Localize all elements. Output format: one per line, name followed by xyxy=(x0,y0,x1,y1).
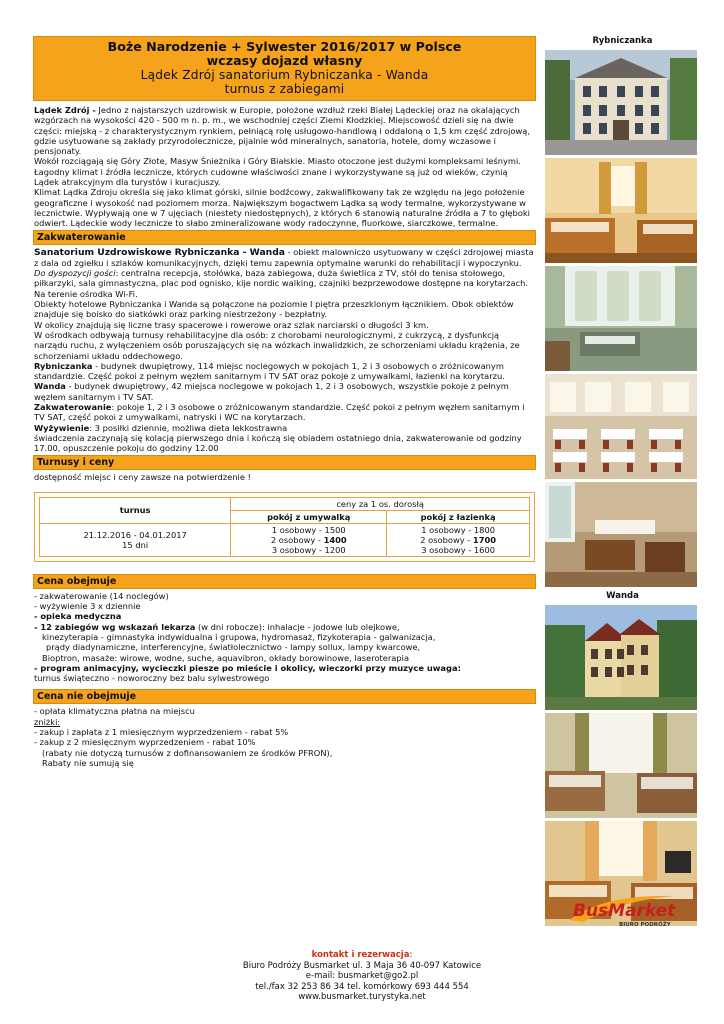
wyz-text: : 3 posiłki dziennie, możliwa dieta lekkostrawna xyxy=(89,422,288,433)
contact-website[interactable]: www.busmarket.turystyka.net xyxy=(298,992,426,1002)
header-line-4: turnus z zabiegami xyxy=(224,82,345,96)
rybniczanka-dining-photo xyxy=(545,374,697,479)
sanatorium-name: Sanatorium Uzdrowiskowe Rybniczanka - Wanda xyxy=(34,246,285,258)
includes-list xyxy=(33,589,536,684)
price-b3: 3 osobowy - 1600 xyxy=(421,544,496,555)
accommodation-section xyxy=(33,245,536,454)
price-b2: 2 osobowy - 1700 xyxy=(420,534,497,545)
include-5: - program animacyjny, wycieczki piesze po mieście i okolicy, wieczorki przy muzyce uwaga: xyxy=(34,662,461,673)
price-b1: 1 osobowy - 1800 xyxy=(421,524,496,535)
rybniczanka-label: Rybniczanka xyxy=(592,36,653,46)
intro-lead: Lądek Zdrój - xyxy=(34,105,96,115)
include-1: - zakwaterowanie (14 noclegów) xyxy=(34,590,169,601)
price-a2: 2 osobowy - 1400 xyxy=(270,534,347,545)
intro-p3: Klimat Lądka Zdroju określa się jako klimat górski, silnie bodźcowy, zakwalifikowany tak ze względu na jego położenie geograficzne i wysokość nad poziomem morza. Największym bogactwem Lądka są wody termalne, wykorzystywane w lecznictwie. Wypływają one w 7 ujęciach (niestety niedostępnych), z których 6 stanowią naturalne źródła a 7 to głęboki odwiert. Lądeckie wody lecznicze to słabo zmineralizowane wody radoczynne, fluorkowe, siarczkowe, termalne. xyxy=(34,187,530,229)
exclude-3: - zakup i zapłata z 1 miesięcznym wyprzedzeniem - rabat 5% xyxy=(34,727,289,738)
include-4-line-2: kinezyterapia - gimnastyka indywidualna i grupowa, hydromasaż, fizykoterapia - galwanizacja, xyxy=(42,631,436,642)
ryb-label: Rybniczanka xyxy=(34,360,93,371)
rehab-text: W ośrodkach odbywają turnusy rehabilitacyjne dla osób: z chorobami neurologicznymi, z cukrzycą, z dysfunkcją narządu ruchu, z wyłączeniem osób poruszających się na wózkach inwalidzkich, ze schorzeniami układu krążenia, ze schorzeniami układu oddechowego. xyxy=(34,329,520,361)
exclude-4: - zakup z 2 miesięcznym wyprzedzeniem - rabat 10% xyxy=(34,737,256,748)
price-b2-value: 1700 xyxy=(472,534,497,545)
section-includes: Cena obejmuje xyxy=(33,574,536,589)
excludes-list xyxy=(33,704,536,768)
include-2: - wyżywienie 3 x dziennie xyxy=(34,601,141,612)
section-turnusy: Turnusy i ceny xyxy=(33,455,536,470)
col-b-header: pokój z łazienką xyxy=(387,510,530,523)
price-a2-value: 1400 xyxy=(323,534,347,545)
prices-a-cell xyxy=(231,523,387,556)
rybniczanka-room-photo-1 xyxy=(545,158,697,263)
turnus-dates: 21.12.2016 - 04.01.2017 xyxy=(83,529,187,540)
services-text: świadczenia zaczynają się kolacją pierwszego dnia i kończą się obiadem ostatniego dnia, zakwaterowanie od godziny 17.00, opuszczenie pokoju do godziny 12.00 xyxy=(34,432,522,454)
exclude-6: Rabaty nie sumują się xyxy=(42,757,134,768)
exclude-2: zniżki: xyxy=(34,716,61,727)
busmarket-logo xyxy=(563,890,683,930)
col-a-header: pokój z umywalką xyxy=(231,510,387,523)
connect-text: Obiekty hotelowe Rybniczanka i Wanda są połączone na poziomie I piętra przeszklonym łącznikiem. Obok obiektów znajduje się boisko do siatkówki oraz parking niestrzeżony - bezpłatny. xyxy=(34,299,514,320)
intro-p2: Wokół rozciągają się Góry Złote, Masyw Śnieżnika i Góry Białskie. Miasto otoczone jest dużymi kompleksami leśnymi. Łagodny klimat i źródła lecznicze, których cudowne właściwości znane i wykorzystywane są już od wieków, czynią Lądek atrakcyjnym dla turystów i kuracjuszy. xyxy=(34,156,521,188)
wanda-label: Wanda xyxy=(34,381,66,392)
ryb-text: - budynek dwupiętrowy, 114 miejsc noclegowych w pokojach 1, 2 i 3 osobowych o zróżnicowanym standardzie. Część pokoi z pełnym węzłem sanitarnym i TV SAT oraz pokoje z umywalkami, łazienki na korytarzu. xyxy=(34,360,505,382)
rybniczanka-hall-photo xyxy=(545,482,697,587)
availability-note: dostępność miejsc i ceny zawsze na potwierdzenie ! xyxy=(34,471,251,482)
contact-phone: tel./fax 32 253 86 34 tel. komórkowy 693 444 554 xyxy=(255,981,469,992)
price-table-frame xyxy=(34,492,535,562)
col-price-header: ceny za 1 os. dorosłą xyxy=(231,497,530,510)
price-table xyxy=(39,497,530,557)
zak-label: Zakwaterowanie xyxy=(34,402,112,413)
include-4-rest: (w dni robocze): inhalacje - jodowe lub olejkowe, xyxy=(195,621,400,632)
header-line-3: Lądek Zdrój sanatorium Rybniczanka - Wanda xyxy=(140,68,429,82)
photo-column xyxy=(545,36,700,929)
header-line-1: Boże Narodzenie + Sylwester 2016/2017 w Polsce xyxy=(107,39,462,54)
rybniczanka-building-photo xyxy=(545,50,697,155)
contact-email[interactable]: e-mail: busmarket@go2.pl xyxy=(305,971,419,981)
footer-contact: kontakt i rezerwacja: Biuro Podróży Busmarket ul. 3 Maja 36 40-097 Katowice e-mail: busmarket@go2.pl tel./fax 32 253 86 34 tel. komórkowy 693 444 554 www.busmarket.turystyka.net xyxy=(0,950,724,1003)
guest-label: Do dyspozycji gości xyxy=(34,268,116,279)
wanda-building-photo xyxy=(545,605,697,710)
price-a3: 3 osobowy - 1200 xyxy=(271,544,346,555)
prices-b-cell xyxy=(387,523,530,556)
include-6: turnus świąteczno - noworoczny bez balu sylwestrowego xyxy=(34,673,270,684)
include-4-bold: - 12 zabiegów wg wskazań lekarza xyxy=(34,621,196,632)
intro-text: Jedno z najstarszych uzdrowisk w Europie, położone wzdłuż rzeki Białej Lądeckiej oraz na okalających wzgórzach na wysokości 420 - 500 m n. p. m., we wschodniej części Ziemi Kłodzkiej. Miejscowość dzieli się na dwie części: miejską - z charakterystycznym rynkiem, pełniącą rolę usługowo-handlową i oddaloną o 1,5 km część zdrojową, gdzie usytuowane są zakłady przyrodolecznicze, pijalnie wód mineralnych, sanatoria, hotele, domy wczasowe i pensjonaty. xyxy=(34,105,530,157)
zak-text: : pokoje 1, 2 i 3 osobowe o zróżnicowanym standardzie. Część pokoi z pełnym węzłem sanitarnym i TV SAT, część pokoi z umywalkami, natryski i WC na korytarzach. xyxy=(34,402,525,423)
price-a1: 1 osobowy - 1500 xyxy=(271,524,346,535)
logo-sub: BIURO PODRÓŻY xyxy=(619,922,671,928)
exclude-1: - opłata klimatyczna płatna na miejscu xyxy=(34,706,195,717)
section-accommodation: Zakwaterowanie xyxy=(33,230,536,245)
page-header xyxy=(33,36,536,101)
wanda-room-photo-1 xyxy=(545,713,697,818)
contact-label: kontakt i rezerwacja xyxy=(311,950,410,960)
main-content xyxy=(33,36,536,768)
exclude-5: (rabaty nie dotyczą turnusów z dofinansowaniem ze środków PFRON), xyxy=(42,747,333,758)
section-excludes: Cena nie obejmuje xyxy=(33,689,536,704)
col-turnus-header: turnus xyxy=(40,497,231,523)
include-3: - opieka medyczna xyxy=(34,611,122,622)
trails-text: W okolicy znajdują się liczne trasy spacerowe i rowerowe oraz szlak narciarski o długości 3 km. xyxy=(34,319,429,330)
wyz-label: Wyżywienie xyxy=(34,422,90,433)
header-line-2: wczasy dojazd własny xyxy=(206,53,363,68)
intro-section xyxy=(33,101,536,229)
wanda-text: - budynek dwupiętrowy, 42 miejsca noclegowe w pokojach 1, 2 i 3 osobowych, wszystkie pokoje z pełnym węzłem sanitarnym i TV SAT. xyxy=(34,381,509,402)
include-4-line-3: prądy diadynamiczne, interferencyjne, światłolecznictwo - lampy sollux, lampy kwarcowe, xyxy=(46,642,421,653)
sanatorium-desc: - obiekt malowniczo usytuowany w części zdrojowej miasta z dala od zgiełku i szlaków komunikacyjnych, dzięki temu zapewnia optymalne warunki do rehabilitacji i wypoczynku. xyxy=(34,246,534,268)
logo-name: BusMarket xyxy=(573,901,676,921)
turnus-days: 15 dni xyxy=(122,539,149,550)
rybniczanka-room-photo-2 xyxy=(545,266,697,371)
guest-text: : centralna recepcja, stołówka, baza zabiegowa, duża świetlica z TV, stół do tenisa stołowego, piłkarzyki, sala gimnastyczna, plac pod ognisko, kije nordic walking, czajniki bezprzewodowe dostępne na korytarzach. Na terenie ośrodka Wi-Fi. xyxy=(34,268,529,299)
include-4-line-4: Bioptron, masaże: wirowe, wodne, suche, aquavibron, okłady borowinowe, laseroterapia xyxy=(42,652,410,663)
contact-address: Biuro Podróży Busmarket ul. 3 Maja 36 40-097 Katowice xyxy=(242,960,482,971)
turnus-cell xyxy=(40,523,231,556)
wanda-label-side: Wanda xyxy=(606,591,639,601)
